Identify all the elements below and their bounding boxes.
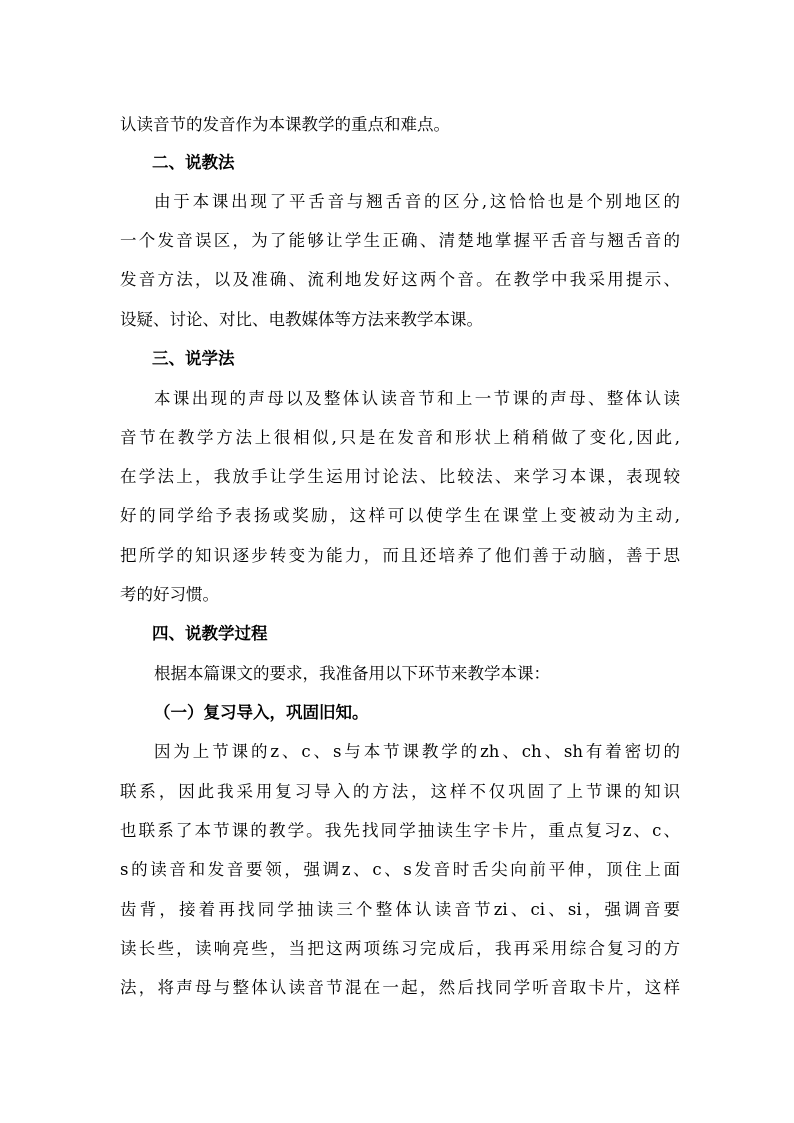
paragraph-line: 发音方法，以及准确、流利地发好这两个音。在教学中我采用提示、: [120, 270, 680, 289]
paragraph-line: 联系，因此我采用复习导入的方法，这样不仅巩固了上节课的知识: [120, 782, 680, 801]
paragraph-line: 认读音节的发音作为本课教学的重点和难点。: [120, 115, 450, 134]
section-heading-teaching-method: 二、说教法: [152, 153, 235, 172]
paragraph-line: 齿背，接着再找同学抽读三个整体认读音节zi、ci、si，强调音要: [120, 900, 680, 919]
subsection-heading-review-intro: （一）复习导入，巩固旧知。: [154, 703, 369, 722]
paragraph-line: 读长些，读响亮些，当把这两项练习完成后，我再采用综合复习的方: [120, 939, 680, 958]
paragraph-line: 因为上节课的z、c、s与本节课教学的zh、ch、sh有着密切的: [154, 742, 680, 761]
paragraph-line: 也联系了本节课的教学。我先找同学抽读生字卡片，重点复习z、c、: [120, 821, 680, 840]
paragraph-line: 把所学的知识逐步转变为能力，而且还培养了他们善于动脑，善于思: [120, 546, 680, 565]
paragraph-line: 根据本篇课文的要求，我准备用以下环节来教学本课：: [154, 664, 550, 683]
paragraph-line: 法，将声母与整体认读音节混在一起，然后找同学听音取卡片，这样: [120, 978, 680, 997]
paragraph-line: 好的同学给予表扬或奖励，这样可以使学生在课堂上变被动为主动,: [120, 506, 680, 525]
paragraph-line: 本课出现的声母以及整体认读音节和上一节课的声母、整体认读: [154, 389, 680, 408]
section-heading-learning-method: 三、说学法: [152, 349, 235, 368]
paragraph-line: 在学法上，我放手让学生运用讨论法、比较法、来学习本课，表现较: [120, 467, 680, 486]
paragraph-line: 一个发音误区，为了能够让学生正确、清楚地掌握平舌音与翘舌音的: [120, 231, 680, 250]
paragraph-line: 音节在教学方法上很相似,只是在发音和形状上稍稍做了变化,因此,: [120, 428, 680, 447]
paragraph-line: s的读音和发音要领，强调z、c、s发音时舌尖向前平伸，顶住上面: [120, 860, 680, 879]
paragraph-line: 考的好习惯。: [120, 585, 219, 604]
section-heading-teaching-process: 四、说教学过程: [152, 624, 268, 643]
paragraph-line: 设疑、讨论、对比、电教媒体等方法来教学本课。: [120, 310, 483, 329]
paragraph-line: 由于本课出现了平舌音与翘舌音的区分,这恰恰也是个别地区的: [154, 192, 680, 211]
